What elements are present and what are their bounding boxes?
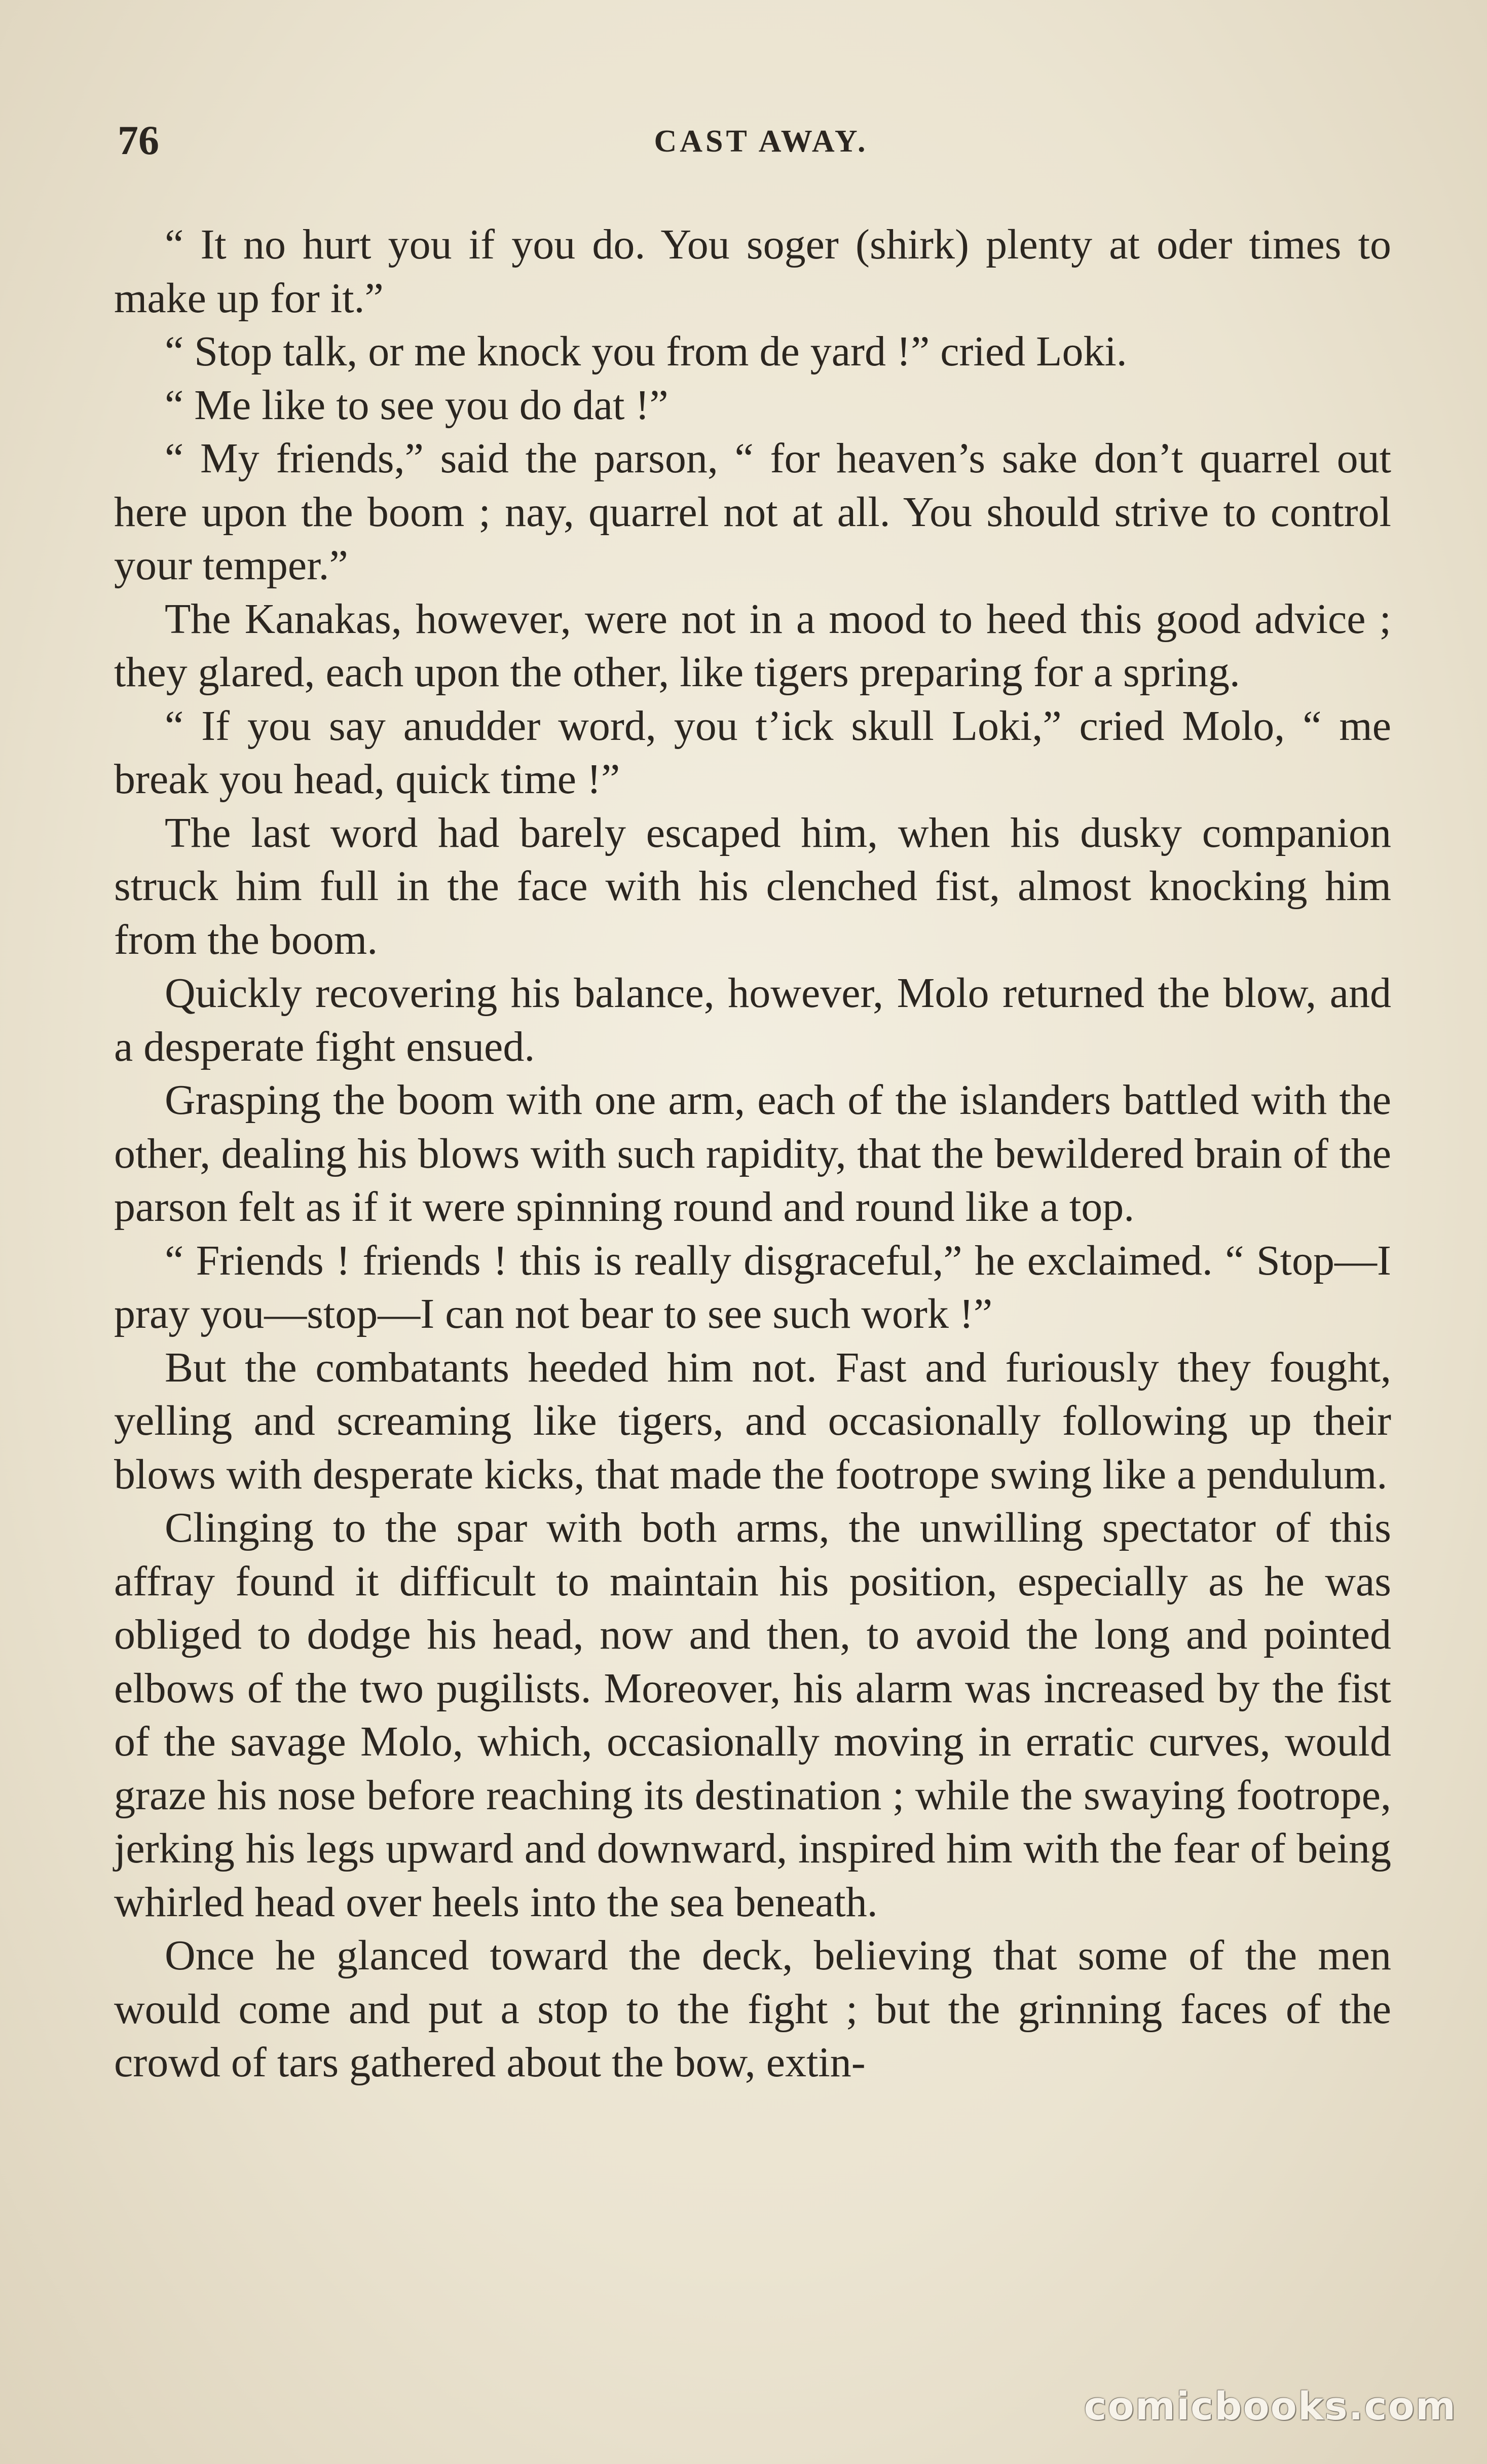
body-text xyxy=(114,218,1391,2089)
page-header xyxy=(118,117,1405,172)
paragraph: “ It no hurt you if you do. You soger (shirk) plenty at oder times to make up for it.” xyxy=(114,221,1391,322)
paragraph: Once he glanced toward the deck, believing that some of the men would come and put a stop to the fight ; but the grinning faces of the crowd of tars gathered about the bow, extin- xyxy=(114,1932,1391,2086)
paragraph: “ If you say anudder word, you t’ick skull Loki,” cried Molo, “ me break you head, quick time !” xyxy=(114,702,1391,803)
paragraph: The last word had barely escaped him, when his dusky companion struck him full in the face with his clenched fist, almost knocking him from the boom. xyxy=(114,809,1391,963)
paragraph: Clinging to the spar with both arms, the unwilling spectator of this affray found it difficult to maintain his position, especially as he was obliged to dodge his head, now and then, to avoid the long and pointed elbows of the two pugilists. Moreover, his alarm was increased by the fist of the savage Molo, which, occasionally moving in erratic curves, would graze his nose before reaching its destination ; while the swaying footrope, jerking his legs upward and downward, inspired him with the fear of being whirled head over heels into the sea beneath. xyxy=(114,1504,1391,1926)
paragraph: The Kanakas, however, were not in a mood to heed this good advice ; they glared, each upon the other, like tigers preparing for a spring. xyxy=(114,595,1391,696)
paragraph: “ Me like to see you do dat !” xyxy=(165,381,668,429)
paragraph: “ My friends,” said the parson, “ for heaven’s sake don’t quarrel out here upon the boom ; nay, quarrel not at all. You should strive to control your temper.” xyxy=(114,435,1391,589)
watermark: comicbooks.com xyxy=(1084,2383,1457,2429)
paragraph: “ Friends ! friends ! this is really disgraceful,” he exclaimed. “ Stop—I pray you—stop—I can not bear to see such work !” xyxy=(114,1237,1391,1337)
paragraph: But the combatants heeded him not. Fast and furiously they fought, yelling and screaming like tigers, and occasionally following up their blows with desperate kicks, that made the footrope swing like a pendulum. xyxy=(114,1343,1391,1498)
page-number: 76 xyxy=(118,117,159,163)
paragraph: Quickly recovering his balance, however, Molo returned the blow, and a desperate fight ensued. xyxy=(114,969,1391,1070)
running-head: CAST AWAY. xyxy=(654,124,869,159)
paragraph: Grasping the boom with one arm, each of the islanders battled with the other, dealing his blows with such rapidity, that the bewildered brain of the parson felt as if it were spinning round and round like a top. xyxy=(114,1076,1391,1230)
paragraph: “ Stop talk, or me knock you from de yard !” cried Loki. xyxy=(165,328,1127,375)
